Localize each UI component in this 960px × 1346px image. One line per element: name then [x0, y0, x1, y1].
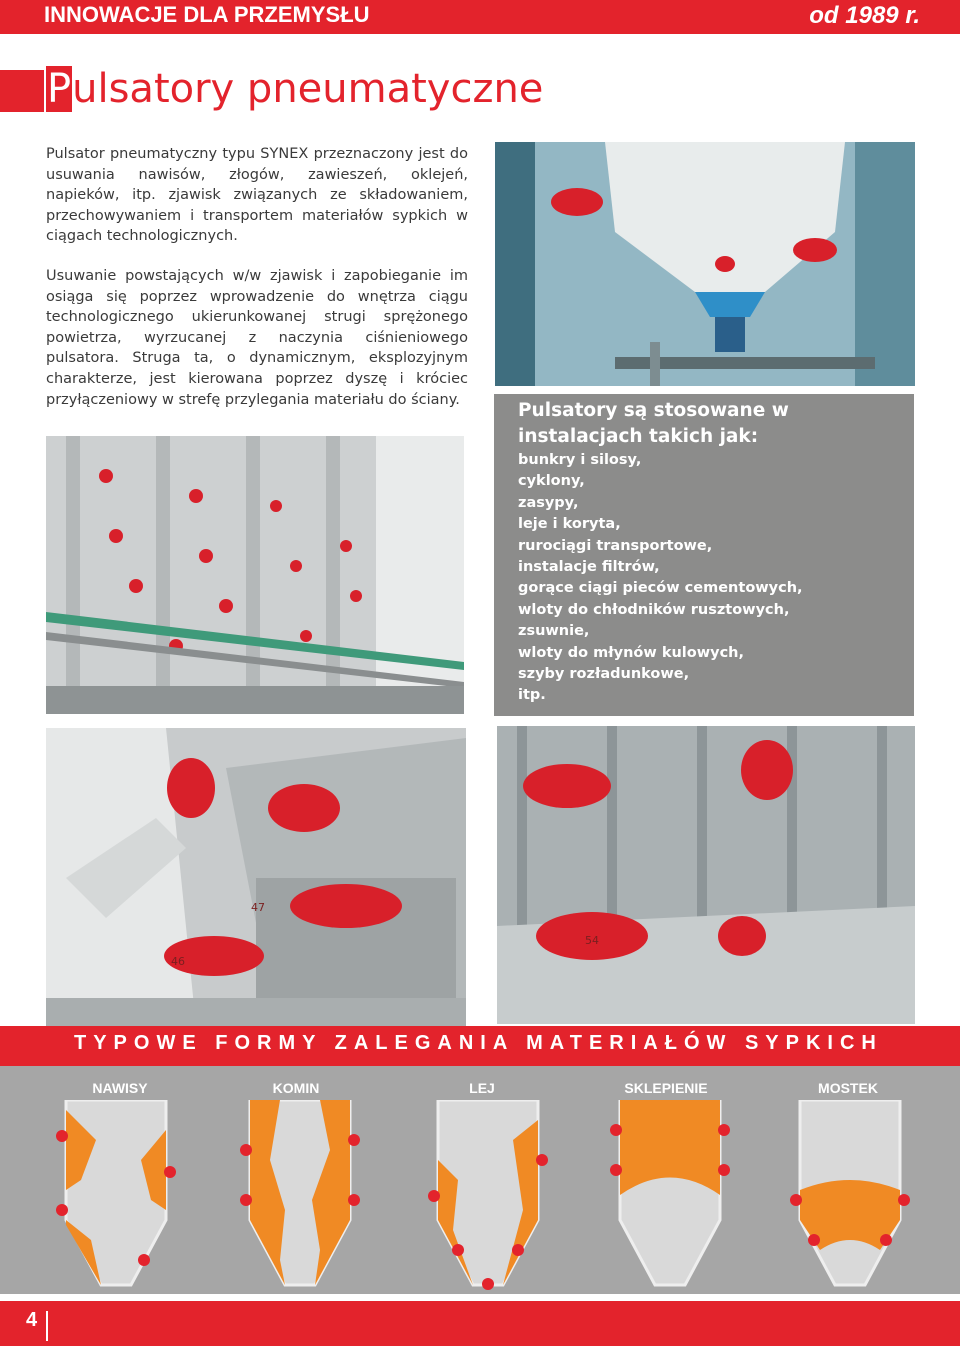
silo-diagrams-panel	[0, 1066, 960, 1294]
bunker-wall-photo	[46, 436, 464, 714]
list-item: cyklony,	[518, 473, 585, 490]
list-item: szyby rozładunkowe,	[518, 666, 690, 683]
title-accent-bar	[0, 70, 44, 112]
page-title	[46, 66, 543, 112]
unit-number-b: 46	[171, 955, 185, 968]
header-bar	[0, 0, 960, 34]
form-label-lej: LEJ	[469, 1080, 495, 1096]
list-item: bunkry i silosy,	[518, 452, 642, 468]
silo-nawisy-diagram	[56, 1100, 176, 1290]
form-label-mostek: MOSTEK	[818, 1080, 878, 1096]
form-label-komin: KOMIN	[272, 1080, 320, 1096]
applications-list	[518, 450, 803, 707]
footer-bar	[0, 1301, 960, 1346]
list-item: leje i koryta,	[518, 516, 621, 533]
silo-lej-diagram	[428, 1100, 548, 1290]
intro-paragraph: Pulsator pneumatyczny typu SYNEX przeznaczony jest do usuwania nawisów, złogów, zawieszeń, oklejeń, napieków, itp. zjawisk związanych ze składowaniem, przechowywaniem i transportem materiałów sypkich w ciągach technologicznych.	[46, 146, 468, 244]
unit-number-c: 54	[585, 934, 599, 947]
second-paragraph: Usuwanie powstających w/w zjawisk i zapobieganie im osiąga się poprzez wprowadzenie do wnętrza ciągu technologicznego ukierunkowanej strugi sprężonego powietrza, wyrzucanej z naczynia ciśnieniowego pulsatora. Struga ta, o dynamicznym, eksplozyjnym charakterze, jest kierowana poprzez dyszę i króciec przyłączeniowy w strefę przylegania materiału do ściany.	[46, 268, 468, 408]
title-first-letter: P	[47, 66, 72, 112]
header-brand: INNOWACJE DLA PRZEMYSŁU	[44, 2, 370, 27]
hopper-photo	[497, 726, 915, 1024]
applications-heading: Pulsatory są stosowane w instalacjach takich jak:	[518, 400, 789, 447]
forms-heading-band	[0, 1026, 960, 1066]
silo-komin-diagram	[240, 1100, 360, 1290]
list-item: zsuwnie,	[518, 623, 590, 640]
list-item: wloty do młynów kulowych,	[518, 644, 744, 661]
silo-photo	[495, 142, 915, 386]
form-label-nawisy: NAWISY	[92, 1080, 148, 1096]
list-item: wloty do chłodników rusztowych,	[518, 601, 790, 618]
header-since: od 1989 r.	[809, 2, 920, 29]
title-rest: ulsatory pneumatyczne	[72, 66, 544, 112]
form-label-sklepienie: SKLEPIENIE	[624, 1080, 708, 1096]
chute-photo	[46, 728, 466, 1026]
list-item: gorące ciągi pieców cementowych,	[518, 580, 803, 597]
silo-mostek-diagram	[790, 1100, 910, 1290]
applications-box	[494, 394, 914, 716]
list-item: itp.	[518, 687, 546, 704]
silo-sklepienie-diagram	[610, 1100, 730, 1290]
unit-number-a: 47	[251, 901, 265, 914]
list-item: instalacje filtrów,	[518, 559, 660, 576]
list-item: zasypy,	[518, 494, 579, 511]
page-number: 4	[26, 1309, 38, 1331]
forms-heading: TYPOWE FORMY ZALEGANIA MATERIAŁÓW SYPKICH	[74, 1032, 883, 1054]
list-item: rurociągi transportowe,	[518, 537, 713, 554]
footer-divider	[46, 1311, 48, 1341]
